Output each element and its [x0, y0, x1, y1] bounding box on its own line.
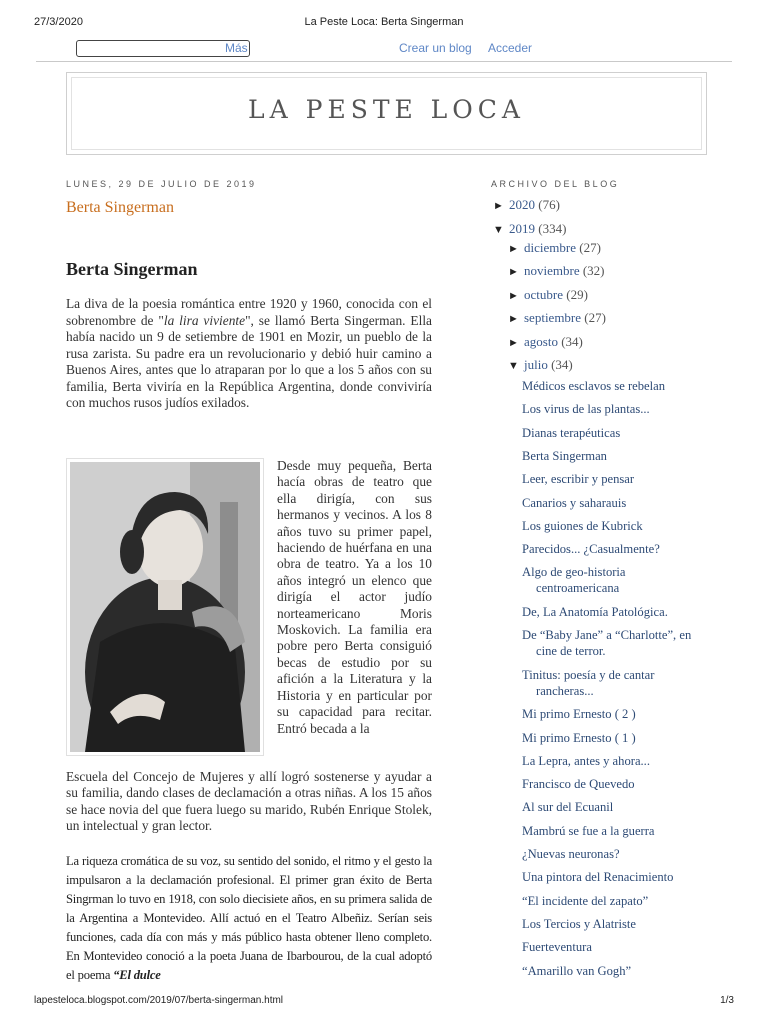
archive-post-link[interactable]: ¿Nuevas neuronas? [522, 847, 620, 861]
caret-right-icon[interactable]: ► [508, 290, 519, 302]
archive-post-link[interactable]: La Lepra, antes y ahora... [522, 753, 650, 768]
caret-right-icon[interactable]: ► [508, 243, 519, 255]
archive-post-link[interactable]: Mi primo Ernesto ( 1 ) [522, 730, 636, 745]
archive-post-link[interactable]: “Amarillo van Gogh” [522, 963, 632, 978]
blog-header [66, 72, 707, 155]
archive-month-label[interactable]: septiembre [524, 310, 582, 325]
post-heading: Berta Singerman [66, 259, 198, 279]
archive-post-link[interactable]: Los guiones de Kubrick [522, 518, 643, 533]
post-paragraph-4: La riqueza cromática de su voz, su sentido del sonido, el ritmo y el gesto la impulsaron a la declamación profesional. El primer gran éxito de Berta Singrman lo tuvo en 1918, con solo diecisiete años, en su primera salida de la Argentina a Montevideo. Allí actuó en el Teatro Albeñiz. Serían seis funciones, cada día con más y más público hasta obtener lleno completo. En Montevideo conoció a la poeta Juana de Ibarbourou, de la cual adoptó el poema “El dulce [66, 854, 432, 982]
archive-post-link[interactable]: Canarios y saharauis [522, 495, 627, 510]
archive-post-link[interactable]: Al sur del Ecuanil [522, 800, 614, 815]
print-date: 27/3/2020 [34, 16, 83, 28]
archive-post-link[interactable]: Tinitus: poesía y de cantar rancheras... [522, 667, 655, 698]
archive-month-count: (32) [579, 263, 605, 278]
caret-right-icon[interactable]: ► [508, 337, 519, 349]
create-blog-link[interactable]: Crear un blog [399, 41, 472, 55]
archive-title: ARCHIVO DEL BLOG [491, 179, 620, 189]
archive-month-label[interactable]: noviembre [524, 263, 580, 278]
caret-right-icon[interactable]: ► [508, 266, 519, 278]
archive-post-link[interactable]: “El incidente del zapato” [522, 893, 649, 908]
archive-post-link[interactable]: De, La Anatomía Patológica. [522, 604, 668, 619]
post-paragraph-1: La diva de la poesia romántica entre 1920 y 1960, conocida con el sobrenombre de "la lira viviente", se llamó Berta Singerman. Ella había nacido un 9 de setiembre de 1901 en Mozir, un pueblo de la rusa zarista. Su padre era un revolucionario y debió huir camino a Buenos Aires, antes que lo atraparan por lo que a los 5 años con su familia, Berta viviría en la República Argentina, donde conviviría con muchos rusos judíos exilados. [66, 296, 432, 410]
archive-month-item[interactable] [508, 263, 605, 279]
archive-year-item[interactable] [493, 197, 560, 213]
caret-down-icon[interactable]: ▼ [508, 360, 519, 372]
print-url: lapesteloca.blogspot.com/2019/07/berta-singerman.html [34, 995, 284, 1006]
poem-title: “El dulce [113, 968, 161, 982]
archive-month-label[interactable]: julio [524, 357, 548, 372]
post-paragraph-3: Escuela del Concejo de Mujeres y allí logró sostenerse y ayudar a su familia, dando clases de declamación a otras niñas. A los 15 años se hace novia del que fuera luego su marido, Rubén Enrique Stolek, un intelectual y gran lector. [66, 769, 432, 834]
archive-post-link[interactable]: Berta Singerman [522, 448, 607, 463]
blogger-navbar [36, 38, 732, 62]
archive-month-count: (27) [581, 310, 606, 325]
archive-month-label[interactable]: octubre [524, 287, 563, 302]
blog-title[interactable]: LA PESTE LOCA [248, 95, 525, 124]
post-paragraph-2: Desde muy pequeña, Berta hacía obras de teatro que ella dirigía, con sus hermanos y vecinos. A los 8 años tuvo su primer papel, haciendo de huérfana en una obra de teatro. Ya a los 10 años integró un elenco que dirigía el actor judío norteamericano Moris Moskovich. La familia era pobre pero Berta consiguió becas de estudio por su afición a la Literatura y la Historia y en particular por su capacidad para recitar. Entró becada a la [277, 458, 432, 736]
print-footer [0, 995, 768, 1009]
portrait-illustration [70, 462, 260, 752]
archive-post-link[interactable]: Algo de geo-historia centroamericana [522, 565, 626, 596]
archive-month-count: (34) [557, 334, 583, 349]
print-page-number: 1/3 [720, 995, 734, 1006]
archive-month-label[interactable]: diciembre [524, 240, 576, 255]
caret-down-icon[interactable]: ▼ [493, 224, 504, 236]
archive-post-link[interactable]: De “Baby Jane” a “Charlotte”, en cine de terror. [522, 628, 692, 659]
archive-month-count: (34) [547, 357, 573, 372]
archive-post-link[interactable]: Mambrú se fue a la guerra [522, 823, 655, 838]
print-page-title: La Peste Loca: Berta Singerman [304, 16, 464, 28]
archive-post-link[interactable]: Fuerteventura [522, 940, 592, 955]
archive-year-count: (76) [535, 197, 560, 212]
caret-right-icon[interactable]: ► [493, 200, 504, 212]
archive-post-link[interactable]: Una pintora del Renacimiento [522, 870, 674, 885]
archive-post-link[interactable]: Mi primo Ernesto ( 2 ) [522, 707, 636, 722]
archive-post-link[interactable]: Los virus de las plantas... [522, 402, 650, 417]
portrait-photo-image [70, 462, 260, 752]
archive-year-label[interactable]: 2020 [509, 197, 535, 212]
archive-month-item[interactable] [508, 310, 606, 326]
caret-right-icon[interactable]: ► [508, 313, 519, 325]
archive-post-link[interactable]: Parecidos... ¿Casualmente? [522, 542, 660, 557]
archive-month-count: (29) [562, 287, 588, 302]
print-header [0, 16, 768, 30]
archive-month-item[interactable] [508, 287, 588, 303]
archive-year-count: (334) [535, 221, 567, 236]
archive-post-link[interactable]: Leer, escribir y pensar [522, 472, 635, 487]
archive-year-label[interactable]: 2019 [509, 221, 535, 236]
search-input[interactable] [76, 40, 250, 57]
archive-year-item[interactable] [493, 221, 566, 237]
archive-month-item[interactable] [508, 240, 601, 256]
sign-in-link[interactable]: Acceder [488, 41, 533, 55]
archive-month-count: (27) [575, 240, 601, 255]
blog-archive-sidebar [491, 179, 741, 978]
post-photo[interactable] [66, 458, 264, 756]
archive-post-link[interactable]: Médicos esclavos se rebelan [522, 379, 666, 393]
archive-month-item[interactable] [508, 334, 583, 350]
post-title-link[interactable]: Berta Singerman [66, 199, 174, 216]
more-link[interactable]: Más [225, 41, 248, 55]
archive-month-label[interactable]: agosto [524, 334, 558, 349]
archive-month-item[interactable] [508, 357, 573, 373]
nickname-emphasis: la lira viviente [163, 312, 246, 328]
archive-post-link[interactable]: Dianas terapéuticas [522, 425, 621, 440]
archive-post-link[interactable]: Francisco de Quevedo [522, 777, 635, 792]
post-date: LUNES, 29 DE JULIO DE 2019 [66, 179, 257, 189]
archive-post-link[interactable]: Los Tercios y Alatriste [522, 916, 636, 931]
